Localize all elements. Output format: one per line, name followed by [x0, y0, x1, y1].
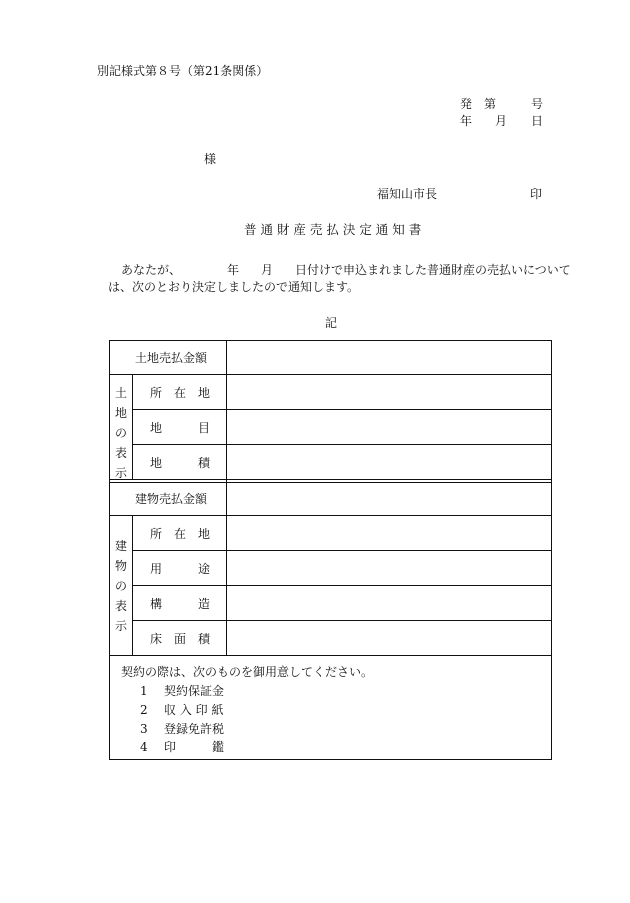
note-text: 登録免許税: [164, 722, 225, 736]
land-area-label: 地 積: [150, 456, 211, 470]
note-text: 印 鑑: [164, 740, 225, 754]
building-price-label: 建物売払金額: [135, 492, 208, 506]
land-location-label: 所 在 地: [150, 386, 211, 400]
note-number: 2: [140, 703, 148, 717]
issue-number-go: 号: [531, 97, 544, 111]
note-text: 契約保証金: [164, 684, 225, 698]
note-number: 3: [140, 722, 148, 736]
addressee-suffix: 様: [204, 152, 217, 166]
sale-details-table: [109, 340, 552, 760]
building-location-label: 所 在 地: [150, 527, 211, 541]
note-number: 4: [140, 740, 148, 754]
body-line1-start: あなたが、: [121, 263, 182, 277]
land-category-label: 地 目: [150, 421, 211, 435]
form-label: 別記様式第８号（第21条関係）: [97, 64, 269, 78]
note-text: 収 入 印 紙: [164, 703, 224, 717]
date-month: 月: [495, 114, 508, 128]
note-number: 1: [140, 684, 148, 698]
building-floor-area-label: 床 面 積: [150, 632, 211, 646]
ki-heading: 記: [325, 316, 338, 330]
body-line1-month: 月: [261, 263, 274, 277]
issuer-name: 福知山市長: [377, 187, 438, 201]
document-title: 普 通 財 産 売 払 決 定 通 知 書: [244, 222, 422, 237]
body-line1-year: 年: [227, 263, 240, 277]
notes-heading: 契約の際は、次のものを御用意してください。: [121, 665, 374, 679]
issue-number-prefix: 発: [460, 97, 473, 111]
land-price-label: 土地売払金額: [135, 351, 208, 365]
building-group-label: 建 物 の 表 示: [114, 539, 127, 633]
date-day: 日: [531, 114, 544, 128]
body-line1-end: 日付けで申込まれました普通財産の売払いについて: [295, 263, 571, 277]
body-line2: は、次のとおり決定しましたので通知します。: [108, 280, 360, 294]
issue-number-dai: 第: [484, 97, 497, 111]
seal-mark: 印: [530, 187, 543, 201]
date-year: 年: [460, 114, 473, 128]
building-use-label: 用 途: [150, 562, 211, 576]
building-structure-label: 構 造: [150, 597, 211, 611]
land-group-label: 土 地 の 表 示: [114, 386, 127, 480]
